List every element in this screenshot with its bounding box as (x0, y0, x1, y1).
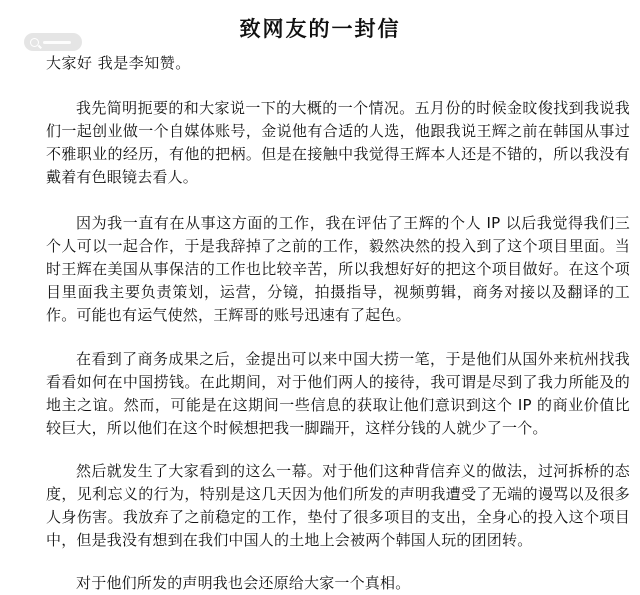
letter-title: 致网友的一封信 (239, 16, 401, 41)
letter-paragraph-5: 对于他们所发的声明我也会还原给大家一个真相。 (76, 574, 411, 592)
letter-greeting: 大家好 我是李知赞。 (46, 54, 191, 72)
letter-paragraph-4: 然后就发生了大家看到的这么一幕。对于他们这种背信弃义的做法，过河拆桥的态度，见利忘义的行为，特别是这几天因为他们所发的声明我遭受了无端的谩骂以及很多人身伤害。我放弃了之前稳定的工作，垫付了很多项目的支出，全身心的投入这个项目中，但是我没有想到在我们中国人的土地上会被两个韩国人玩的团团转。 (46, 462, 630, 549)
letter-paragraph-1: 我先简明扼要的和大家说一下的大概的一个情况。五月份的时候金旼俊找到我说我们一起创业做一个自媒体账号，金说他有合适的人选，他跟我说王辉之前在韩国从事过不雅职业的经历，有他的把柄。但是在接触中我觉得王辉本人还是不错的，所以我没有戴着有色眼镜去看人。 (46, 99, 630, 186)
letter-paragraph-2: 因为我一直有在从事这方面的工作，我在评估了王辉的个人 IP 以后我觉得我们三个人可以一起合作，于是我辞掉了之前的工作，毅然决然的投入到了这个项目里面。当时王辉在美国从事保洁的工作也比较辛苦，所以我想好好的把这个项目做好。在这个项目里面我主要负责策划，运营，分镜，拍摄指导，视频剪辑，商务对接以及翻译的工作。可能也有运气使然，王辉哥的账号迅速有了起色。 (46, 214, 630, 324)
letter-paragraph-3: 在看到了商务成果之后，金提出可以来中国大捞一笔，于是他们从国外来杭州找我看看如何在中国捞钱。在此期间，对于他们两人的接待，我可谓是尽到了我力所能及的地主之谊。然而，可能是在这期间一些信息的获取让他们意识到这个 IP 的商业价值比较巨大，所以他们在这个时候想把我一脚踹开，这样分钱的人就少了一个。 (46, 350, 630, 437)
